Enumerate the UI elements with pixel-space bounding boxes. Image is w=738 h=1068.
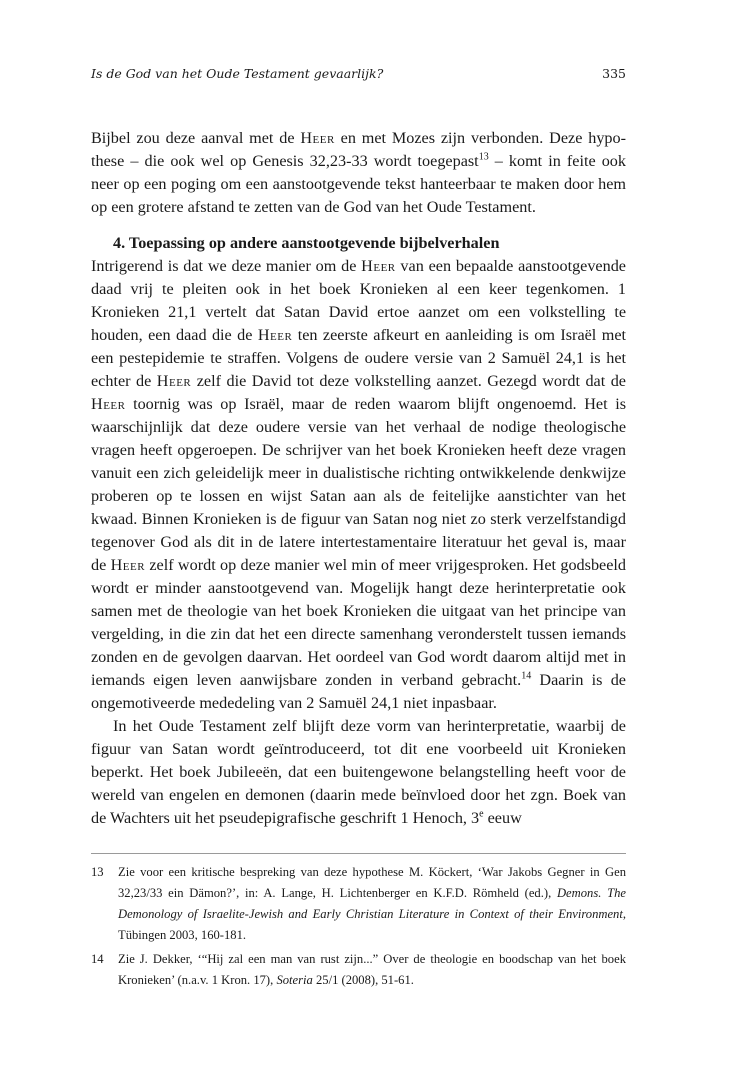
- text-run: zelf wordt op deze manier wel min of meer vrijgesproken. Het godsbeeld wordt er minder aanstootgevend van. Mogelijk hangt deze herinterpretatie ook samen met de theologie van het boek Kronieken die uitgaat van het principe van vergelding, in die zin dat het een directe samenhang veronderstelt tussen iemands zonden en de gevolgen daarvan. Het oordeel van God wordt daarom altijd met in iemands eigen leven aanwijsbare zonden in verband gebracht.: [91, 556, 626, 689]
- paragraph-2: [91, 255, 626, 715]
- footnote-divider: [91, 853, 626, 854]
- paragraph-3: [91, 715, 626, 830]
- text-run: van een bepaalde aanstootgevende daad vrij te pleiten ook in het boek Kronieken al een keer tegenkomen. 1 Kronieken 21,1 vertelt dat Satan David ertoe aanzet om een volkstelling te houden, een daad die de: [91, 257, 626, 344]
- text-run: Intrigerend is dat we deze manier om de: [91, 257, 362, 275]
- text-run: en met Mozes zijn verbonden. Deze hypothese – die ook wel op Genesis 32,23-33 wordt toegepast: [91, 129, 626, 170]
- section-heading: 4. Toepassing op andere aanstootgevende bijbelverhalen: [113, 234, 500, 252]
- main-text: [91, 127, 626, 830]
- footnote-text: , Tübingen 2003, 160-181.: [118, 907, 626, 942]
- text-run: zelf die David tot deze volkstelling aanzet. Gezegd wordt dat de: [191, 372, 626, 390]
- text-run: toornig was op Israël, maar de reden waarom blijft ongenoemd. Het is waarschijnlijk dat deze oudere versie van het verhaal de nodige theologische vragen heeft opgeroepen. De schrijver van het boek Kronieken heeft deze vragen vanuit een zich geleidelijk meer in dualistische richting ontwikkelende denkwijze proberen op te lossen en wijst Satan aan als de feitelijke aanstichter van het kwaad. Binnen Kronieken is de figuur van Satan nog niet zo sterk verzelfstandigd tegenover God als dit in de latere intertestamentaire literatuur het geval is, maar de: [91, 395, 626, 574]
- text-run: Daarin is de ongemotiveerde mededeling van 2 Samuël 24,1 niet inpasbaar.: [91, 671, 626, 712]
- footnote-number: 14: [91, 952, 104, 966]
- footnote-14: [91, 949, 626, 991]
- text-run: eeuw: [483, 809, 522, 827]
- divine-name: Heer: [257, 326, 293, 344]
- divine-name: Heer: [300, 129, 335, 147]
- superscript: e: [479, 808, 484, 820]
- footnote-number: 13: [91, 865, 104, 879]
- footnote-title: Soteria: [276, 973, 313, 987]
- footnote-13: [91, 862, 626, 946]
- footnotes: [91, 862, 626, 994]
- running-head: [91, 66, 626, 82]
- paragraph-1: [91, 127, 626, 219]
- footnote-title: Demons. The Demonology of Israelite-Jewish and Early Christian Literature in Context of their Environment: [118, 886, 626, 921]
- text-run: Bijbel zou deze aanval met de: [91, 129, 301, 147]
- footnote-text: Zie voor een kritische bespreking van deze hypothese M. Köckert, ‘War Jakobs Gegner in Gen 32,23/33 ein Dämon?’, in: A. Lange, H. Lichtenberger en K.F.D. Römheld (ed.),: [118, 865, 626, 900]
- divine-name: Heer: [110, 556, 146, 574]
- footnote-ref-13[interactable]: 13: [478, 151, 489, 163]
- text-run: – komt in feite ook neer op een poging om een aanstootgevende tekst hanteerbaar te maken door hem op een grotere afstand te zetten van de God van het Oude Testament.: [91, 152, 626, 216]
- footnote-text: Zie J. Dekker, ‘“Hij zal een man van rust zijn...” Over de theologie en boodschap van het boek Kronieken’ (n.a.v. 1 Kron. 17),: [118, 952, 626, 987]
- divine-name: Heer: [361, 257, 396, 275]
- text-run: ten zeerste afkeurt en aanleiding is om Israël met een pestepidemie te straffen. Volgens de oudere versie van 2 Samuël 24,1 is het echter de: [91, 326, 626, 390]
- footnote-ref-14[interactable]: 14: [521, 670, 532, 682]
- footnote-text: 25/1 (2008), 51-61.: [312, 973, 414, 987]
- running-head-title: Is de God van het Oude Testament gevaarlijk?: [91, 66, 384, 81]
- text-run: In het Oude Testament zelf blijft deze vorm van herinterpretatie, waarbij de figuur van Satan wordt geïntroduceerd, tot dit ene voorbeeld uit Kronieken beperkt. Het boek Jubileeën, dat een buitengewone belangstelling heeft voor de wereld van engelen en demonen (daarin mede beïnvloed door het zgn. Boek van de Wachters uit het pseudepigrafische geschrift 1 Henoch, 3: [91, 717, 626, 827]
- page-number: 335: [602, 66, 626, 81]
- divine-name: Heer: [91, 395, 126, 413]
- divine-name: Heer: [156, 372, 192, 390]
